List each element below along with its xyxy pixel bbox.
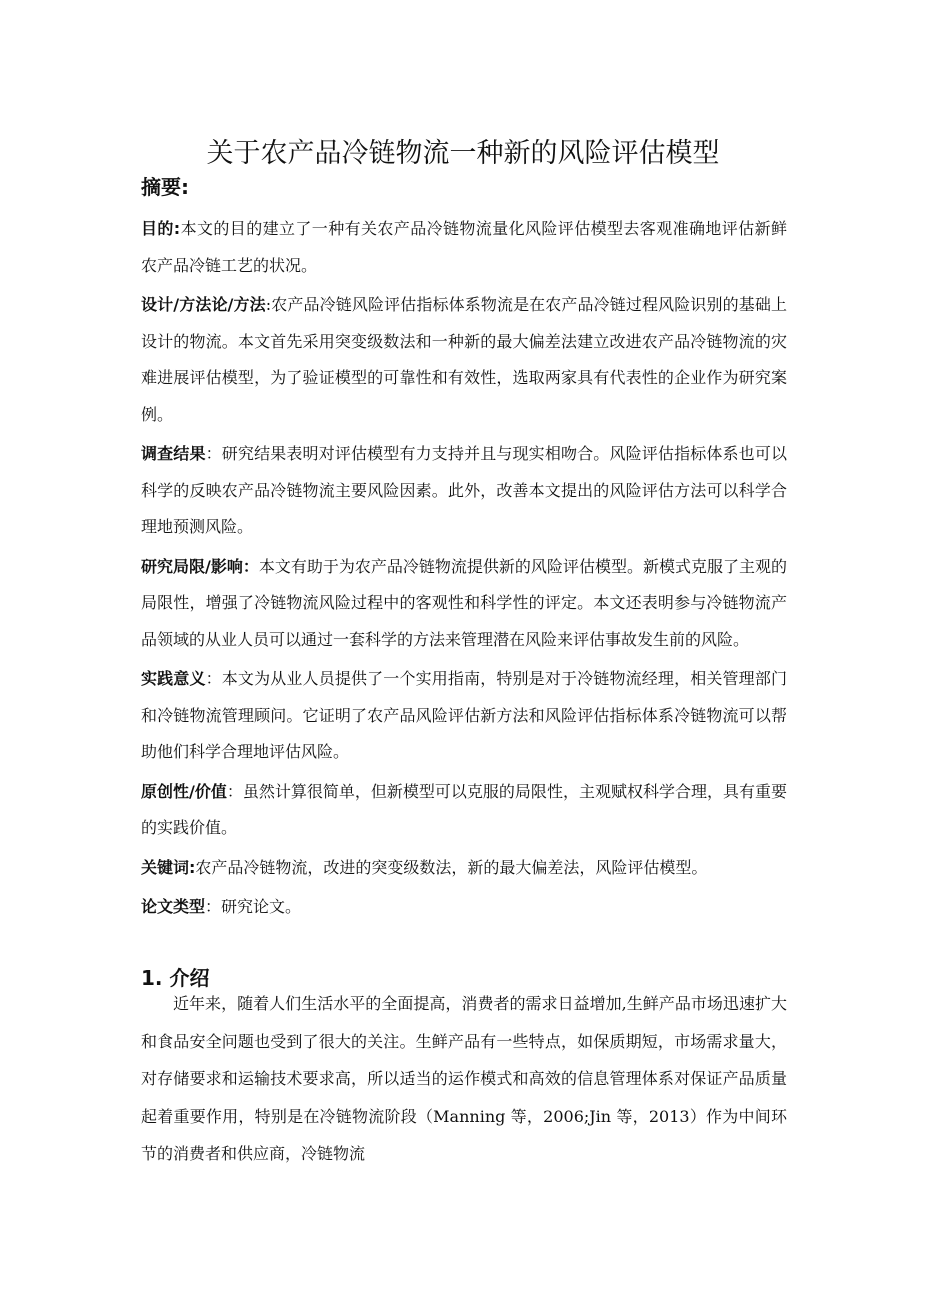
abstract-originality-text: ：虽然计算很简单，但新模型可以克服的局限性，主观赋权科学合理，具有重要的实践价值。 [141,781,787,837]
abstract-limitations-text: 本文有助于为农产品冷链物流提供新的风险评估模型。新模式克服了主观的局限性，增强了冷链物流风险过程中的客观性和科学性的评定。本文还表明参与冷链物流产品领域的从业人员可以通过一套科学的方法来管理潜在风险来评估事故发生前的风险。 [141,556,787,649]
abstract-practical-label: 实践意义 [141,669,206,688]
abstract-design-text: :农产品冷链风险评估指标体系物流是在农产品冷链过程风险识别的基础上设计的物流。本文首先采用突变级数法和一种新的最大偏差法建立改进农产品冷链物流的灾难进展评估模型，为了验证模型的可靠性和有效性，选取两家具有代表性的企业作为研究案例。 [141,295,787,424]
abstract-originality [141,774,787,847]
introduction-paragraph: 近年来，随着人们生活水平的全面提高，消费者的需求日益增加,生鲜产品市场迅速扩大和食品安全问题也受到了很大的关注。生鲜产品有一些特点，如保质期短，市场需求量大，对存储要求和运输技术要求高，所以适当的运作模式和高效的信息管理体系对保证产品质量起着重要作用，特别是在冷链物流阶段（Manning 等，2006;Jin 等，2013）作为中间环节的消费者和供应商，冷链物流 [141,994,787,1163]
abstract-purpose [141,211,787,284]
abstract-practical-text: ：本文为从业人员提供了一个实用指南，特别是对于冷链物流经理，相关管理部门和冷链物流管理顾问。它证明了农产品风险评估新方法和风险评估指标体系冷链物流可以帮助他们科学合理地评估风险。 [141,669,787,761]
abstract-keywords-label: 关键词: [141,857,196,877]
abstract-limitations [141,549,787,659]
abstract-body [141,211,787,926]
abstract-paper-type-text: ：研究论文。 [205,897,302,916]
abstract-originality-label: 原创性/价值 [141,781,227,801]
abstract-findings-label: 调查结果 [141,444,206,463]
abstract-findings-text: ：研究结果表明对评估模型有力支持并且与现实相吻合。风险评估指标体系也可以科学的反映农产品冷链物流主要风险因素。此外，改善本文提出的风险评估方法可以科学合理地预测风险。 [141,444,787,536]
abstract-design-label: 设计/方法论/方法 [141,295,266,314]
abstract-keywords-text: 农产品冷链物流，改进的突变级数法，新的最大偏差法，风险评估模型。 [195,857,708,877]
abstract-paper-type-label: 论文类型 [141,897,206,916]
abstract-purpose-label: 目的: [141,219,181,238]
paper-title: 关于农产品冷链物流一种新的风险评估模型 [206,138,720,170]
abstract-practical [141,661,787,771]
abstract-paper-type [141,889,787,926]
section-heading-introduction: 1. 介绍 [141,965,210,990]
abstract-heading: 摘要: [141,175,189,199]
abstract-findings [141,436,787,546]
abstract-design [141,287,787,433]
abstract-keywords [141,850,787,887]
abstract-purpose-text: 本文的目的建立了一种有关农产品冷链物流量化风险评估模型去客观准确地评估新鲜农产品冷链工艺的状况。 [141,219,787,275]
abstract-limitations-label: 研究局限/影响： [141,556,259,576]
